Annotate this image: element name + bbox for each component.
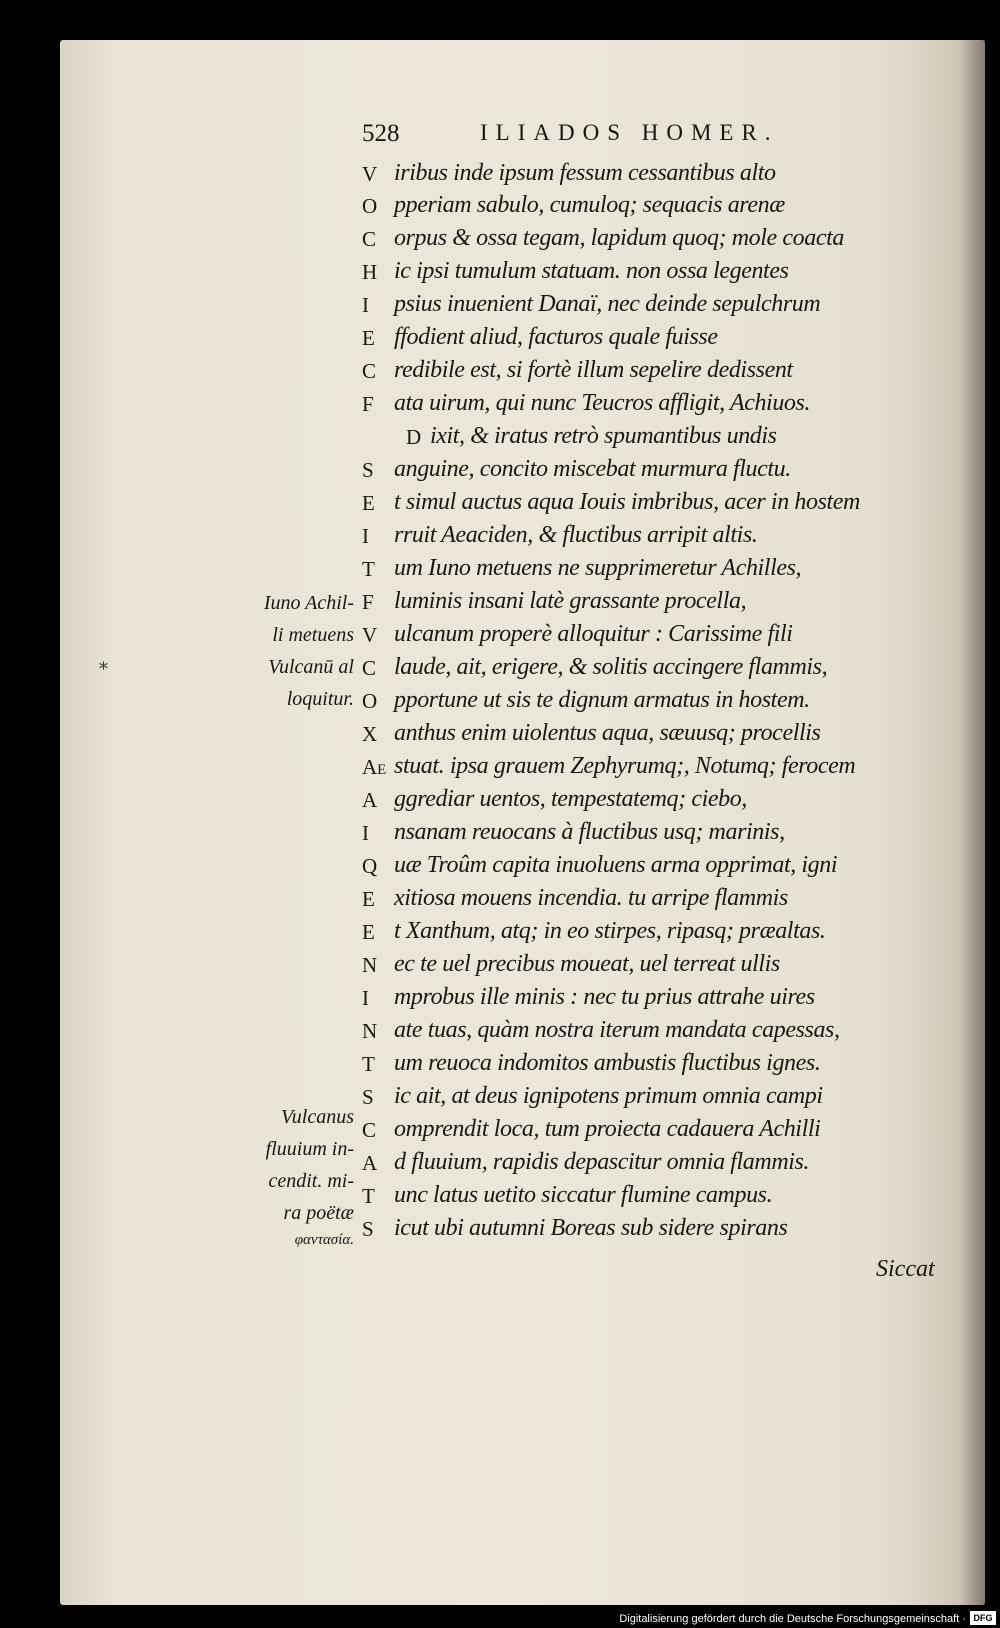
verse-text: psius inuenient Danaï, nec deinde sepulchrum [394,291,821,317]
verse-line [362,225,882,257]
acrostic-initial: F [362,590,374,614]
verse-line [362,984,882,1016]
marginal-note-line: cendit. mi- [268,1170,354,1192]
verse-line [362,1116,882,1148]
verse-line [362,555,882,587]
acrostic-initial: E [362,887,375,911]
verse-text: uæ Troûm capita inuoluens arma opprimat, igni [394,852,838,878]
acrostic-initial: O [362,194,378,218]
verse-text: pperiam sabulo, cumuloq; sequacis arenæ [394,192,785,218]
verse-text: mprobus ille minis : nec tu prius attrahe uires [394,984,815,1010]
acrostic-initial: C [362,359,377,383]
verse-line [362,588,882,620]
verse-line [362,1182,882,1214]
verse-line [362,1215,882,1247]
verse-text: stuat. ipsa grauem Zephyrumq;, Notumq; ferocem [394,753,856,779]
verse-line [362,852,882,884]
verse-line [362,918,882,950]
verse-line [362,654,882,686]
acrostic-initial: N [362,1019,378,1043]
marginal-note-line: loquitur. [286,688,354,710]
verse-text: laude, ait, erigere, & solitis accingere flammis, [394,654,828,680]
verse-line [362,1017,882,1049]
verse-line [362,357,882,389]
verse-text: ggrediar uentos, tempestatemq; ciebo, [394,786,747,812]
verse-line [362,160,882,192]
verse-line [362,390,882,422]
acrostic-initial: I [362,821,369,845]
verse-text: ffodient aliud, facturos quale fuisse [394,324,718,350]
verse-text: luminis insani latè grassante procella, [394,588,747,614]
verse-text: icut ubi autumni Boreas sub sidere spirans [394,1215,788,1241]
acrostic-initial: S [362,1217,374,1241]
acrostic-initial: X [362,722,378,746]
verse-text: ic ait, at deus ignipotens primum omnia campi [394,1083,823,1109]
verse-line [362,291,882,323]
acrostic-initial: I [362,293,369,317]
acrostic-initial: A [362,788,378,812]
marginal-note-line: Iuno Achil- [263,592,354,614]
verse-text: rruit Aeaciden, & fluctibus arripit altis. [394,522,758,548]
acrostic-initial: F [362,392,374,416]
verse-text: orpus & ossa tegam, lapidum quoq; mole coacta [394,225,844,251]
acrostic-initial: E [362,326,375,350]
verse-line [362,258,882,290]
verse-text: um Iuno metuens ne supprimeretur Achilles, [394,555,802,581]
footer-credit: Digitalisierung gefördert durch die Deutsche Forschungsgemeinschaft · [619,1613,966,1625]
verse-line [362,522,882,554]
acrostic-initial: T [362,1184,375,1208]
verse-text: nsanam reuocans à fluctibus usq; marinis, [394,819,785,845]
verse-line [362,819,882,851]
verse-text: ic ipsi tumulum statuam. non ossa legentes [394,258,789,284]
acrostic-initial: T [362,557,375,581]
verse-text: d fluuium, rapidis depascitur omnia flammis. [394,1149,810,1175]
verse-text: ec te uel precibus moueat, uel terreat ullis [394,951,780,977]
verse-text: iribus inde ipsum fessum cessantibus alto [394,160,776,186]
acrostic-initial: I [362,986,369,1010]
verse-line [362,720,882,752]
verse-line [362,489,882,521]
marginal-note-line: φαντασία. [294,1232,354,1248]
acrostic-initial: E [362,920,375,944]
verse-line [362,687,882,719]
verse-line [362,951,882,983]
verse-text: t Xanthum, atq; in eo stirpes, ripasq; præaltas. [394,918,826,944]
running-head [362,120,852,152]
verse-line [362,786,882,818]
verse-line [362,753,882,785]
acrostic-initial: T [362,1052,375,1076]
dfg-logo-icon: DFG [970,1611,996,1625]
acrostic-initial: V [362,162,378,186]
header-title: ILIADOS HOMER. [480,120,779,145]
verse-line [362,1050,882,1082]
marginal-note-line: fluuium in- [265,1138,354,1160]
asterisk-mark: * [99,659,108,680]
page-gutter-shadow [960,40,985,1605]
verse-line [362,1149,882,1181]
acrostic-initial: S [362,458,374,482]
verse-text: t simul auctus aqua Iouis imbribus, acer in hostem [394,489,860,515]
acrostic-initial: D [406,425,422,449]
verse-text: ata uirum, qui nunc Teucros affligit, Achiuos. [394,390,811,416]
acrostic-initial: N [362,953,378,977]
acrostic-initial: I [362,524,369,548]
verse-text: unc latus uetito siccatur flumine campus. [394,1182,773,1208]
page-number: 528 [362,120,400,147]
marginal-note-line: ra poëtæ [283,1202,354,1224]
verse-text: ate tuas, quàm nostra iterum mandata capessas, [394,1017,840,1043]
verse-text: um reuoca indomitos ambustis fluctibus ignes. [394,1050,821,1076]
acrostic-initial: S [362,1085,374,1109]
acrostic-initial: C [362,1118,377,1142]
acrostic-initial: E [362,491,375,515]
verse-text: xitiosa mouens incendia. tu arripe flammis [394,885,788,911]
verse-text: anthus enim uiolentus aqua, sæuusq; procellis [394,720,821,746]
acrostic-initial: H [362,260,378,284]
verse-text: omprendit loca, tum proiecta cadauera Achilli [394,1116,821,1142]
verse-line [362,456,882,488]
verse-text: pportune ut sis te dignum armatus in hostem. [394,687,810,713]
verse-text: ixit, & iratus retrò spumantibus undis [430,423,777,449]
verse-text: redibile est, si fortè illum sepelire dedissent [394,357,793,383]
acrostic-initial: C [362,656,377,680]
acrostic-initial: O [362,689,378,713]
verse-text: ulcanum properè alloquitur : Carissime fili [394,621,793,647]
acrostic-initial: A [362,1151,378,1175]
acrostic-initial: V [362,623,378,647]
verse-line [362,621,882,653]
marginal-note-line: Vulcanus [281,1106,354,1128]
verse-text: anguine, concito miscebat murmura fluctu. [394,456,791,482]
marginal-note-line: li metuens [272,624,354,646]
verse-line [362,324,882,356]
catchword: Siccat [876,1256,935,1282]
verse-line [362,1083,882,1115]
acrostic-initial: C [362,227,377,251]
verse-line [362,885,882,917]
verse-line [362,423,882,455]
marginal-note-line: Vulcanū al [268,656,354,678]
verse-line [362,192,882,224]
acrostic-initial: Ae [362,755,387,779]
acrostic-initial: Q [362,854,378,878]
digitization-footer [600,1610,1000,1628]
